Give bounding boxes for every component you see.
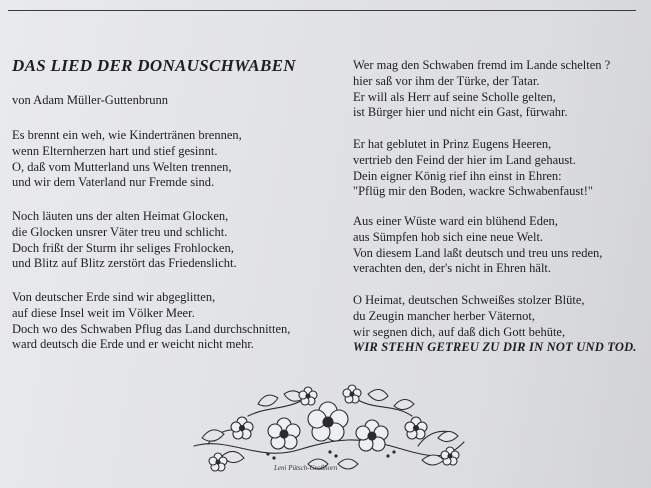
verse-line: ist Bürger hier und nicht ein Gast, fürwahr. — [353, 105, 568, 120]
poem-title: DAS LIED DER DONAUSCHWABEN — [12, 56, 296, 75]
verse-line: und Blitz auf Blitz zerstört das Friedenslicht. — [12, 256, 237, 271]
verse-line: Er will als Herr auf seine Scholle gelten, — [353, 89, 556, 104]
verse-line: ward deutsch die Erde und er weicht nicht mehr. — [12, 337, 254, 352]
verse-line: und wir dem Vaterland nur Fremde sind. — [12, 175, 215, 190]
verse-line: Wer mag den Schwaben fremd im Lande schelten ? — [353, 58, 611, 72]
stanza-6 — [353, 214, 602, 277]
verse-line: auf diese Insel weit im Völker Meer. — [12, 305, 195, 320]
verse-line: hier saß vor ihm der Türke, der Tatar. — [353, 73, 540, 88]
verse-line: Dein eigner König rief ihn einst in Ehren: — [353, 168, 562, 183]
verse-line: Es brennt ein weh, wie Kindertränen brennen, — [12, 128, 242, 142]
verse-line: Von diesem Land laßt deutsch und treu uns reden, — [353, 245, 603, 260]
stanza-4 — [353, 58, 610, 121]
verse-line: Aus einer Wüste ward ein blühend Eden, — [353, 214, 558, 228]
verse-line: du Zeugin mancher herber Väternot, — [353, 308, 535, 323]
verse-line: O Heimat, deutschen Schweißes stolzer Blüte, — [353, 293, 585, 307]
verse-line: vertrieb den Feind der hier im Land gehaust. — [353, 152, 576, 167]
verse-line: wir segnen dich, auf daß dich Gott behüte, — [353, 324, 566, 339]
stanza-3 — [12, 290, 290, 353]
stanza-7 — [353, 293, 637, 356]
artist-signature: Leni Pütsch-Großhorn — [274, 464, 338, 472]
poem-byline: von Adam Müller-Guttenbrunn — [12, 93, 168, 107]
verse-line: wenn Elternherzen hart und stief gesinnt. — [12, 143, 218, 158]
stanza-5 — [353, 137, 593, 200]
verse-line: verachten den, der's nicht in Ehren hält. — [353, 261, 552, 276]
verse-line: Doch frißt der Sturm ihr seliges Frohlocken, — [12, 240, 234, 255]
stanza-2 — [12, 209, 237, 272]
verse-line: Doch wo des Schwaben Pflug das Land durchschnitten, — [12, 321, 291, 336]
verse-line: Noch läuten uns der alten Heimat Glocken, — [12, 209, 229, 223]
verse-line-closing: WIR STEHN GETREU ZU DIR IN NOT UND TOD. — [353, 340, 637, 355]
verse-line: "Pflüg mir den Boden, wackre Schwabenfaust!" — [353, 184, 594, 199]
verse-line: aus Sümpfen hob sich eine neue Welt. — [353, 229, 544, 244]
verse-line: O, daß vom Mutterland uns Welten trennen, — [12, 159, 232, 174]
stanza-1 — [12, 128, 242, 191]
verse-line: Er hat geblutet in Prinz Eugens Heeren, — [353, 137, 552, 151]
verse-line: Von deutscher Erde sind wir abgeglitten, — [12, 290, 216, 304]
top-rule — [8, 10, 636, 11]
verse-line: die Glocken unsrer Väter treu und schlicht. — [12, 224, 228, 239]
